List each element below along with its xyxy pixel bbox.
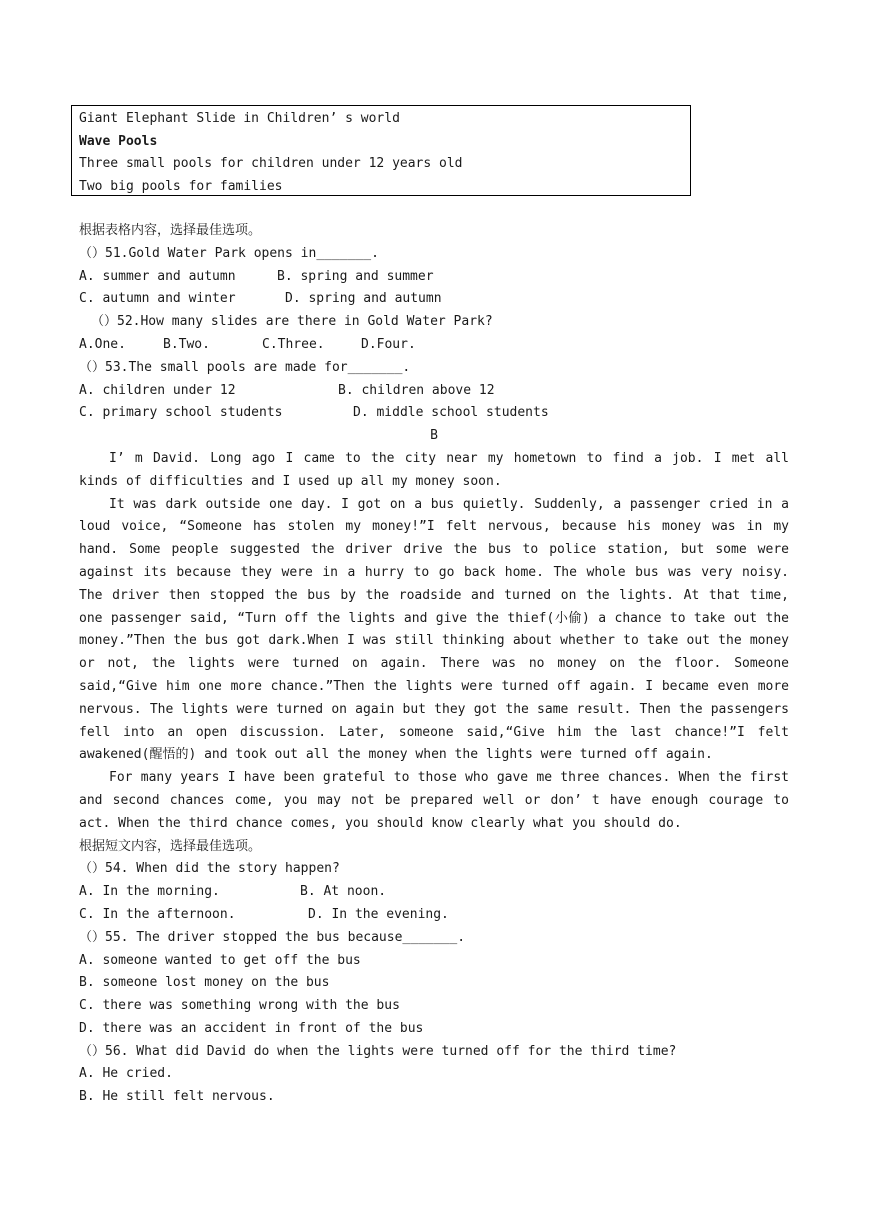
option-b: B. spring and summer bbox=[277, 268, 434, 284]
document-body bbox=[79, 220, 789, 1109]
section-a-instruction: 根据表格内容，选择最佳选项。 bbox=[79, 223, 262, 238]
question-53: （）53.The small pools are made for_______. bbox=[79, 359, 411, 375]
option-a: A. In the morning. bbox=[79, 884, 220, 900]
options-row bbox=[79, 881, 789, 904]
option-d: D. there was an accident in front of the bus bbox=[79, 1020, 424, 1036]
option-d: D. In the evening. bbox=[308, 906, 449, 922]
option-b: B. He still felt nervous. bbox=[79, 1089, 275, 1105]
option-b: B. At noon. bbox=[300, 884, 387, 900]
section-b-heading: B bbox=[430, 428, 438, 444]
option-b: B.Two. bbox=[163, 336, 210, 352]
option-b: B. children above 12 bbox=[338, 382, 495, 398]
options-row bbox=[79, 266, 789, 289]
question-51: （）51.Gold Water Park opens in_______. bbox=[79, 245, 379, 261]
options-row bbox=[79, 288, 789, 311]
option-c: C.Three. bbox=[262, 336, 325, 352]
option-c: C. primary school students bbox=[79, 405, 283, 421]
option-c: C. In the afternoon. bbox=[79, 906, 236, 922]
table-row: Two big pools for families bbox=[79, 178, 283, 194]
option-a: A. children under 12 bbox=[79, 382, 236, 398]
table-row: Wave Pools bbox=[79, 133, 158, 149]
option-a: A.One. bbox=[79, 336, 126, 352]
passage-paragraph-3: For many years I have been grateful to those who gave me three chances. When the first and second chances come, you may not be prepared well or don’ t have enough courage to act. When the third chance comes, you should know clearly what you should do. bbox=[79, 770, 789, 831]
info-table bbox=[71, 105, 691, 196]
question-56: （）56. What did David do when the lights were turned off for the third time? bbox=[79, 1043, 677, 1059]
options-row bbox=[79, 402, 789, 425]
table-row: Three small pools for children under 12 years old bbox=[79, 156, 463, 172]
passage-paragraph-2: It was dark outside one day. I got on a bus quietly. Suddenly, a passenger cried in a loud voice, “Someone has stolen my money!”I felt nervous, because his money was in my hand. Some people suggested the driver drive the bus to police station, but some were against its because they were in a hurry to go back home. The whole bus was very noisy. The driver then stopped the bus by the roadside and turned on the lights. At that time, one passenger said, “Turn off the lights and give the thief(小偷) a chance to take out the money.”Then the bus got dark.When I was still thinking about whether to take out the money or not, the lights were turned on again. There was no money on the floor. Someone said,“Give him one more chance.”Then the lights were turned off again. I became even more nervous. The lights were turned on again but they got the same result. Then the passengers fell into an open discussion. Later, someone said,“Give him the last chance!”I felt awakened(醒悟的) and took out all the money when the lights were turned off again. bbox=[79, 496, 789, 763]
question-52: （）52.How many slides are there in Gold Water Park? bbox=[91, 314, 493, 330]
passage-paragraph-1: I’ m David. Long ago I came to the city near my hometown to find a job. I met all kinds of difficulties and I used up all my money soon. bbox=[79, 450, 789, 489]
question-54: （）54. When did the story happen? bbox=[79, 861, 340, 877]
options-row bbox=[79, 904, 789, 927]
option-d: D.Four. bbox=[361, 336, 416, 352]
options-row bbox=[79, 380, 789, 403]
option-b: B. someone lost money on the bus bbox=[79, 975, 330, 991]
table-row: Giant Elephant Slide in Children’ s world bbox=[79, 111, 400, 126]
option-a: A. He cried. bbox=[79, 1066, 173, 1082]
option-c: C. there was something wrong with the bus bbox=[79, 998, 400, 1014]
section-b-instruction: 根据短文内容，选择最佳选项。 bbox=[79, 838, 262, 854]
option-d: D. middle school students bbox=[353, 405, 549, 421]
option-a: A. someone wanted to get off the bus bbox=[79, 952, 361, 968]
question-55: （）55. The driver stopped the bus because_______. bbox=[79, 929, 466, 945]
option-c: C. autumn and winter bbox=[79, 291, 236, 307]
options-row bbox=[79, 334, 789, 357]
option-d: D. spring and autumn bbox=[285, 291, 442, 307]
option-a: A. summer and autumn bbox=[79, 268, 236, 284]
